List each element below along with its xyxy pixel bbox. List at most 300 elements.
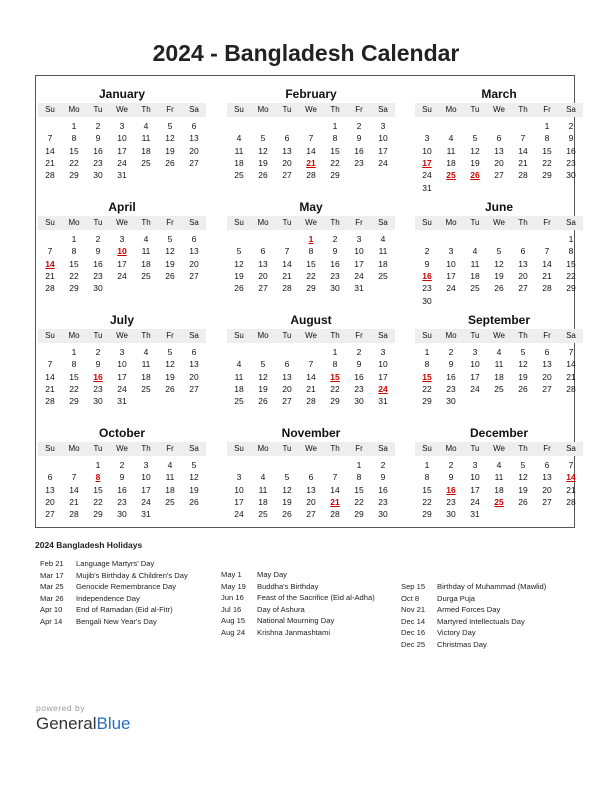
day-cell: 1 — [332, 121, 338, 131]
weekday-label: Fr — [166, 105, 174, 114]
day-cell: 26 — [165, 270, 175, 281]
day-cell: 23 — [354, 157, 364, 168]
day-cell: 1 — [424, 460, 430, 470]
day-cell: 6 — [47, 472, 53, 483]
day-cell: 2 — [448, 460, 454, 470]
day-cell: 1 — [95, 460, 101, 470]
weekday-label: Th — [518, 331, 528, 340]
day-cell: 26 — [494, 283, 504, 294]
day-cell: 1 — [356, 460, 362, 470]
day-cell: 15 — [330, 145, 340, 156]
day-cell: 20 — [45, 496, 55, 507]
day-cell: 4 — [472, 246, 478, 257]
month-name: May — [299, 200, 323, 214]
holiday-date: Mar 25 — [40, 582, 64, 591]
day-cell: 27 — [189, 383, 199, 394]
day-cell: 29 — [93, 509, 103, 520]
weekday-header — [38, 103, 206, 117]
month-name: January — [98, 87, 146, 101]
day-cell: 13 — [189, 133, 199, 144]
day-cell: 21 — [282, 270, 292, 281]
day-cell: 29 — [69, 283, 79, 294]
day-cell: 3 — [380, 121, 386, 131]
weekday-header — [227, 329, 395, 343]
day-cell: 6 — [520, 246, 526, 257]
day-cell: 29 — [69, 396, 79, 407]
day-cell: 21 — [566, 371, 576, 382]
day-cell: 25 — [234, 170, 244, 181]
day-cell: 9 — [356, 133, 362, 144]
month-february — [227, 81, 395, 191]
day-cell: 28 — [45, 396, 55, 407]
holiday-day: 24 — [378, 383, 388, 394]
day-cell: 17 — [117, 258, 127, 269]
day-cell: 27 — [542, 383, 552, 394]
weekday-label: Tu — [93, 218, 103, 227]
weekday-label: Mo — [445, 444, 457, 453]
day-cell: 10 — [141, 472, 151, 483]
day-cell: 17 — [378, 145, 388, 156]
day-cell: 19 — [518, 371, 528, 382]
day-cell: 18 — [470, 270, 480, 281]
weekday-label: Th — [330, 105, 340, 114]
day-cell: 10 — [117, 133, 127, 144]
holiday-date: Mar 26 — [40, 593, 64, 603]
weekday-label: Sa — [566, 105, 576, 114]
weekday-label: Tu — [470, 105, 480, 114]
day-cell: 24 — [446, 283, 456, 294]
day-cell: 1 — [71, 121, 77, 131]
weekday-label: Sa — [378, 444, 388, 453]
month-december — [415, 420, 583, 530]
day-cell: 13 — [189, 359, 199, 370]
day-cell: 13 — [282, 371, 292, 382]
month-october — [38, 420, 206, 530]
weekday-label: Mo — [257, 218, 269, 227]
day-cell: 13 — [282, 145, 292, 156]
day-cell: 31 — [422, 182, 432, 193]
day-cell: 6 — [544, 460, 550, 470]
day-cell: 22 — [69, 157, 79, 168]
page-title: 2024 - Bangladesh Calendar — [152, 40, 460, 66]
day-cell: 14 — [306, 371, 316, 382]
day-cell: 7 — [308, 133, 314, 144]
day-cell: 26 — [518, 496, 528, 507]
weekday-label: Th — [330, 218, 340, 227]
day-cell: 19 — [165, 145, 175, 156]
day-cell: 2 — [95, 347, 101, 357]
day-cell: 31 — [470, 509, 480, 520]
day-cell: 5 — [167, 234, 173, 244]
weekday-label: We — [493, 218, 505, 227]
day-cell: 31 — [117, 396, 127, 407]
weekday-label: Fr — [166, 218, 174, 227]
day-cell: 14 — [518, 145, 528, 156]
weekday-label: Sa — [189, 444, 199, 453]
holiday-name: End of Ramadan (Eid al-Fitr) — [76, 605, 173, 614]
day-cell: 19 — [189, 484, 199, 495]
day-cell: 8 — [424, 472, 430, 483]
day-cell: 18 — [494, 371, 504, 382]
day-cell: 4 — [167, 460, 173, 470]
day-cell: 13 — [542, 472, 552, 483]
holiday-name: Mujib's Birthday & Children's Day — [76, 570, 188, 580]
day-cell: 12 — [258, 371, 268, 382]
day-cell: 27 — [282, 170, 292, 181]
day-cell: 24 — [470, 383, 480, 394]
day-cell: 24 — [378, 157, 388, 168]
day-cell: 25 — [165, 496, 175, 507]
month-name: August — [290, 313, 332, 327]
weekday-label: Su — [422, 444, 432, 453]
day-cell: 22 — [69, 383, 79, 394]
day-cell: 30 — [422, 295, 432, 306]
day-cell: 21 — [45, 270, 55, 281]
weekday-label: Su — [234, 444, 244, 453]
day-cell: 5 — [284, 472, 290, 483]
day-cell: 20 — [189, 371, 199, 382]
brand-name — [36, 714, 131, 734]
day-cell: 16 — [93, 145, 103, 156]
day-cell: 18 — [378, 258, 388, 269]
holiday-day: 14 — [45, 258, 55, 269]
holiday-date: Feb 21 — [40, 559, 64, 568]
weekday-label: Sa — [566, 331, 576, 340]
day-cell: 27 — [542, 496, 552, 507]
day-cell: 4 — [143, 121, 149, 131]
day-cell: 8 — [308, 246, 314, 257]
day-cell: 6 — [308, 472, 314, 483]
holiday-name: Independence Day — [76, 593, 140, 603]
day-cell: 18 — [165, 484, 175, 495]
day-cell: 26 — [282, 509, 292, 520]
day-cell: 12 — [282, 484, 292, 495]
holiday-day: 25 — [446, 170, 456, 181]
weekday-header — [38, 216, 206, 230]
day-cell: 9 — [568, 133, 574, 144]
weekday-label: Tu — [470, 444, 480, 453]
day-cell: 30 — [354, 396, 364, 407]
day-cell: 22 — [93, 496, 103, 507]
holiday-date: Jun 16 — [221, 593, 244, 602]
day-cell: 1 — [544, 121, 550, 131]
weekday-label: Sa — [566, 444, 576, 453]
day-cell: 11 — [165, 472, 175, 483]
weekday-label: Su — [45, 105, 55, 114]
day-cell: 28 — [45, 283, 55, 294]
day-cell: 25 — [141, 383, 151, 394]
day-cell: 16 — [330, 258, 340, 269]
day-cell: 30 — [93, 170, 103, 181]
day-cell: 14 — [330, 484, 340, 495]
day-cell: 21 — [566, 484, 576, 495]
day-cell: 12 — [518, 472, 528, 483]
day-cell: 11 — [258, 484, 268, 495]
holiday-name: Christmas Day — [437, 639, 487, 649]
weekday-label: Mo — [68, 218, 80, 227]
day-cell: 4 — [143, 234, 149, 244]
day-cell: 6 — [284, 359, 290, 370]
weekday-header — [38, 329, 206, 343]
day-cell: 9 — [332, 246, 338, 257]
day-cell: 20 — [518, 270, 528, 281]
day-cell: 15 — [566, 258, 576, 269]
weekday-label: Su — [422, 331, 432, 340]
day-cell: 25 — [494, 383, 504, 394]
day-cell: 19 — [258, 157, 268, 168]
day-cell: 15 — [93, 484, 103, 495]
weekday-label: Th — [330, 331, 340, 340]
month-name: September — [467, 313, 531, 327]
weekday-label: Tu — [282, 105, 292, 114]
day-cell: 12 — [165, 133, 175, 144]
month-name: October — [98, 426, 145, 440]
day-cell: 27 — [306, 509, 316, 520]
holiday-name: Victory Day — [437, 628, 476, 637]
day-cell: 3 — [472, 460, 478, 470]
day-cell: 10 — [354, 246, 364, 257]
day-cell: 4 — [496, 347, 502, 357]
day-cell: 30 — [566, 170, 576, 181]
day-cell: 10 — [470, 359, 480, 370]
month-april — [38, 194, 206, 304]
weekday-label: Tu — [470, 331, 480, 340]
day-cell: 31 — [378, 396, 388, 407]
day-cell: 2 — [448, 347, 454, 357]
weekday-label: Sa — [189, 218, 199, 227]
holiday-day: 16 — [422, 270, 432, 281]
day-cell: 7 — [544, 246, 550, 257]
day-cell: 7 — [332, 472, 338, 483]
day-cell: 17 — [234, 496, 244, 507]
weekday-label: Sa — [566, 218, 576, 227]
day-cell: 4 — [380, 234, 386, 244]
weekday-label: Su — [234, 218, 244, 227]
holiday-day: 25 — [494, 496, 504, 507]
brand-blue: Blue — [96, 714, 131, 733]
weekday-label: Su — [234, 331, 244, 340]
day-cell: 6 — [544, 347, 550, 357]
day-cell: 11 — [141, 246, 151, 257]
day-cell: 13 — [306, 484, 316, 495]
day-cell: 11 — [378, 246, 388, 257]
day-cell: 8 — [71, 246, 77, 257]
day-cell: 5 — [260, 133, 266, 144]
holiday-name: Bengali New Year's Day — [76, 616, 157, 626]
day-cell: 26 — [189, 496, 199, 507]
day-cell: 5 — [260, 359, 266, 370]
day-cell: 13 — [518, 258, 528, 269]
holiday-name: Martyred Intellectuals Day — [437, 616, 525, 626]
day-cell: 1 — [424, 347, 430, 357]
day-cell: 12 — [234, 258, 244, 269]
weekday-label: Fr — [355, 331, 363, 340]
day-cell: 4 — [496, 460, 502, 470]
day-cell: 6 — [191, 121, 197, 131]
day-cell: 10 — [117, 359, 127, 370]
weekday-header — [415, 103, 583, 117]
month-name: December — [469, 426, 529, 440]
day-cell: 4 — [143, 347, 149, 357]
day-cell: 23 — [330, 270, 340, 281]
day-cell: 7 — [47, 359, 53, 370]
day-cell: 17 — [141, 484, 151, 495]
day-cell: 29 — [306, 283, 316, 294]
day-cell: 5 — [167, 347, 173, 357]
day-cell: 7 — [47, 133, 53, 144]
day-cell: 5 — [520, 347, 526, 357]
weekday-header — [38, 442, 206, 456]
weekday-label: Sa — [378, 105, 388, 114]
weekday-label: We — [305, 218, 317, 227]
weekday-label: Sa — [378, 331, 388, 340]
day-cell: 22 — [422, 496, 432, 507]
holiday-name: National Mourning Day — [257, 616, 335, 625]
weekday-label: Sa — [189, 105, 199, 114]
day-cell: 28 — [542, 283, 552, 294]
day-cell: 2 — [356, 347, 362, 357]
day-cell: 17 — [378, 371, 388, 382]
weekday-label: Fr — [355, 218, 363, 227]
holiday-name: Armed Forces Day — [437, 605, 501, 614]
weekday-label: We — [116, 105, 128, 114]
weekday-label: Sa — [378, 218, 388, 227]
day-cell: 29 — [422, 396, 432, 407]
day-cell: 14 — [69, 484, 79, 495]
holiday-date: Dec 14 — [401, 616, 426, 626]
day-cell: 14 — [282, 258, 292, 269]
weekday-label: We — [116, 331, 128, 340]
day-cell: 10 — [446, 258, 456, 269]
day-cell: 28 — [306, 396, 316, 407]
month-june — [415, 194, 583, 304]
day-cell: 25 — [258, 509, 268, 520]
day-cell: 14 — [45, 145, 55, 156]
weekday-label: Fr — [543, 331, 551, 340]
day-cell: 16 — [117, 484, 127, 495]
weekday-label: Th — [330, 444, 340, 453]
day-cell: 19 — [258, 383, 268, 394]
day-cell: 1 — [71, 347, 77, 357]
day-cell: 23 — [446, 496, 456, 507]
day-cell: 30 — [93, 283, 103, 294]
weekday-label: Tu — [282, 331, 292, 340]
day-cell: 16 — [354, 145, 364, 156]
day-cell: 25 — [141, 157, 151, 168]
day-cell: 19 — [234, 270, 244, 281]
day-cell: 5 — [167, 121, 173, 131]
day-cell: 24 — [117, 383, 127, 394]
day-cell: 8 — [356, 472, 362, 483]
weekday-label: Mo — [257, 331, 269, 340]
day-cell: 26 — [258, 170, 268, 181]
weekday-label: Tu — [93, 331, 103, 340]
day-cell: 18 — [258, 496, 268, 507]
day-cell: 28 — [306, 170, 316, 181]
day-cell: 12 — [165, 246, 175, 257]
holiday-date: Dec 16 — [401, 628, 426, 637]
day-cell: 27 — [282, 396, 292, 407]
day-cell: 12 — [258, 145, 268, 156]
day-cell: 24 — [117, 157, 127, 168]
day-cell: 20 — [258, 270, 268, 281]
day-cell: 20 — [494, 157, 504, 168]
day-cell: 14 — [306, 145, 316, 156]
day-cell: 25 — [470, 283, 480, 294]
weekday-label: Mo — [257, 105, 269, 114]
day-cell: 29 — [330, 396, 340, 407]
day-cell: 20 — [189, 145, 199, 156]
weekday-header — [415, 442, 583, 456]
day-cell: 9 — [95, 246, 101, 257]
day-cell: 30 — [330, 283, 340, 294]
day-cell: 22 — [542, 157, 552, 168]
day-cell: 10 — [234, 484, 244, 495]
day-cell: 24 — [422, 170, 432, 181]
weekday-label: Su — [422, 218, 432, 227]
day-cell: 20 — [306, 496, 316, 507]
day-cell: 31 — [354, 283, 364, 294]
holiday-day: 21 — [306, 157, 316, 168]
day-cell: 24 — [470, 496, 480, 507]
day-cell: 20 — [282, 157, 292, 168]
day-cell: 17 — [446, 270, 456, 281]
weekday-label: Mo — [445, 331, 457, 340]
brand-general: General — [36, 714, 97, 733]
holiday-date: Oct 8 — [401, 593, 420, 603]
day-cell: 19 — [165, 371, 175, 382]
day-cell: 13 — [45, 484, 55, 495]
holiday-name: Buddha's Birthday — [257, 581, 319, 591]
day-cell: 12 — [518, 359, 528, 370]
day-cell: 7 — [47, 246, 53, 257]
day-cell: 27 — [258, 283, 268, 294]
day-cell: 16 — [93, 258, 103, 269]
day-cell: 10 — [470, 472, 480, 483]
day-cell: 7 — [568, 347, 574, 357]
weekday-label: Sa — [189, 331, 199, 340]
day-cell: 2 — [332, 234, 338, 244]
day-cell: 11 — [494, 359, 504, 370]
day-cell: 23 — [93, 157, 103, 168]
day-cell: 9 — [424, 258, 430, 269]
day-cell: 19 — [494, 270, 504, 281]
holiday-name: Durga Puja — [437, 593, 475, 603]
holiday-day: 17 — [422, 157, 432, 168]
brand-logo[interactable] — [36, 703, 131, 734]
day-cell: 30 — [378, 509, 388, 520]
day-cell: 23 — [422, 283, 432, 294]
day-cell: 15 — [354, 484, 364, 495]
day-cell: 18 — [234, 383, 244, 394]
weekday-label: Su — [45, 218, 55, 227]
day-cell: 8 — [332, 359, 338, 370]
holiday-date: Mar 17 — [40, 570, 64, 580]
day-cell: 8 — [568, 246, 574, 257]
day-cell: 9 — [95, 133, 101, 144]
day-cell: 29 — [330, 170, 340, 181]
day-cell: 6 — [260, 246, 266, 257]
weekday-label: Tu — [282, 218, 292, 227]
weekday-label: Fr — [543, 218, 551, 227]
day-cell: 3 — [236, 472, 242, 483]
day-cell: 22 — [566, 270, 576, 281]
day-cell: 6 — [284, 133, 290, 144]
weekday-header — [227, 103, 395, 117]
weekday-label: Su — [422, 105, 432, 114]
day-cell: 16 — [378, 484, 388, 495]
day-cell: 3 — [143, 460, 149, 470]
